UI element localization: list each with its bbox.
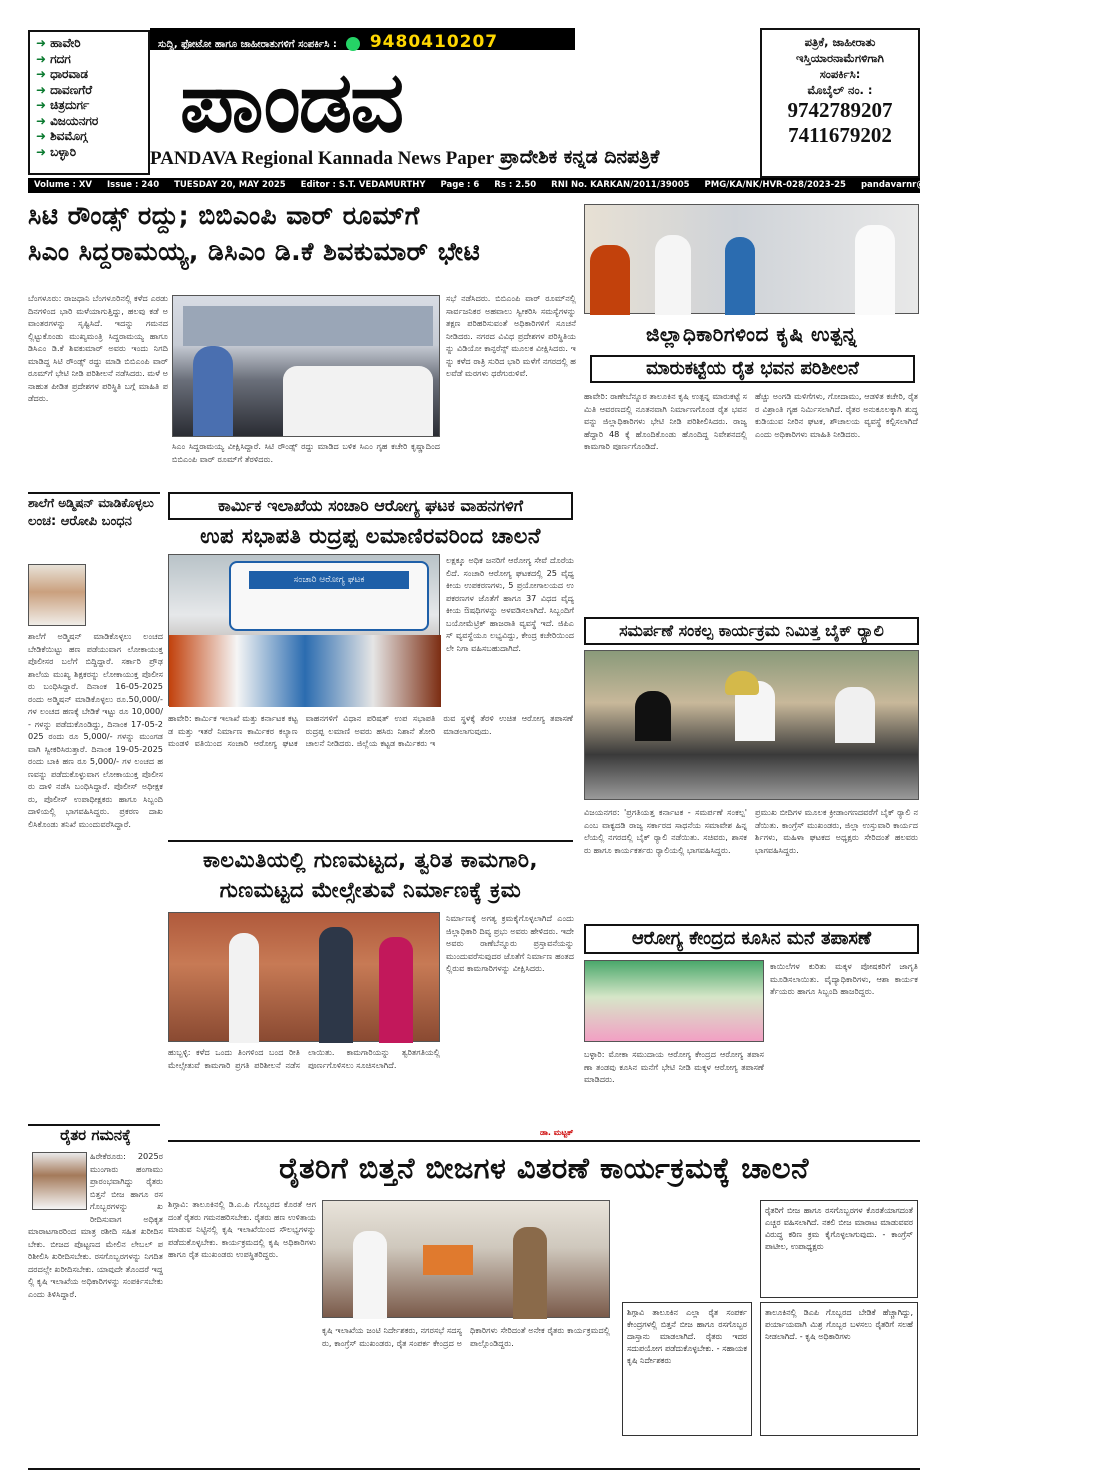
ad-line: ಇಸ್ತಿಯಾರನಾಮೆಗಳಿಗಾಗಿ [796,51,884,65]
info-bar [28,178,1095,193]
quote-box-3: ತಾಲೂಕಿನಲ್ಲಿ ಡಿಎಪಿ ಗೊಬ್ಬರದ ಬೇಡಿಕೆ ಹೆಚ್ಚಾಗಿದ್ದು, ಪರ್ಯಾಯವಾಗಿ ಮಿಶ್ರ ಗೊಬ್ಬರ ಬಳಸಲು ರೈತರಿಗೆ ಸಲಹೆ ನೀಡಲಾಗಿದೆ. - ಕೃಷಿ ಅಧಿಕಾರಿಗಳು [760,1302,918,1436]
quality-headline-2: ಗುಣಮಟ್ಟದ ಮೇಲ್ಸೇತುವೆ ನಿರ್ಮಾಣಕ್ಕೆ ಕ್ರಮ [219,878,522,902]
seeds-text-col2: ಕೃಷಿ ಇಲಾಖೆಯ ಜಂಟಿ ನಿರ್ದೇಶಕರು, ನಗರಸಭೆ ಸದಸ್ಯರು, ಕಾಂಗ್ರೆಸ್ ಮುಖಂಡರು, ರೈತ ಸಂಪರ್ಕ ಕೇಂದ್ರದ ಅಧಿಕಾರಿಗಳು ಸೇರಿದಂತೆ ಅನೇಕ ರೈತರು ಕಾರ್ಯಕ್ರಮದಲ್ಲಿ ಪಾಲ್ಗೊಂಡಿದ್ದರು. [322,1325,610,1348]
quote-box-1: ರೈತರಿಗೆ ಬೀಜ ಹಾಗೂ ರಸಗೊಬ್ಬರಗಳ ಕೊರತೆಯಾಗದಂತೆ ಎಚ್ಚರ ವಹಿಸಲಾಗಿದೆ. ನಕಲಿ ಬೀಜ ಮಾರಾಟ ಮಾಡುವವರ ವಿರುದ್ಧ ಕಠಿಣ ಕ್ರಮ ಕೈಗೊಳ್ಳಲಾಗುವುದು. - ಕಾಂಗ್ರೆಸ್ ಪಾಟೀಲ, ಉಪಾಧ್ಯಕ್ಷರು [760,1200,918,1298]
district-item: ➜ ವಿಜಯನಗರ [36,113,99,128]
bike-rally-photo [584,650,919,800]
farmers-notice-text: ಹಿರೇಕೆರೂರು: 2025ರ ಮುಂಗಾರು ಹಂಗಾಮು ಪ್ರಾರಂಭವಾಗಿದ್ದು ರೈತರು ಬಿತ್ತನೆ ಬೀಜ ಹಾಗೂ ರಸಗೊಬ್ಬರಗಳನ್ನು ಖರೀದಿಸುವಾಗ ಅಧಿಕೃತ ಮಾರಾಟಗಾರರಿಂದ ಮಾತ್ರ ರಶೀದಿ ಸಹಿತ ಖರೀದಿಸಬೇಕು. ಬೀಜದ ಪೊಟ್ಟಣದ ಮೇಲಿನ ಲೇಬಲ್ ಪರಿಶೀಲಿಸಿ ಖರೀದಿಸಬೇಕು. ರಸಗೊಬ್ಬರಗಳನ್ನು ನಿಗದಿತ ದರದಲ್ಲೇ ಖರೀದಿಸಬೇಕು. ಯಾವುದೇ ತೊಂದರೆ ಇದ್ದಲ್ಲಿ ಕೃಷಿ ಇಲಾಖೆಯ ಅಧಿಕಾರಿಗಳನ್ನು ಸಂಪರ್ಕಿಸಬೇಕು ಎಂದು ತಿಳಿಸಿದ್ದಾರೆ. [28,1151,163,1299]
district-list [28,30,150,175]
teacher-headline-1: ಶಾಲೆಗೆ ಅಡ್ಮಿಷನ್ ಮಾಡಿಕೊಳ್ಳಲು [28,496,154,510]
ad-line: ಪತ್ರಿಕೆ, ಜಾಹೀರಾತು [804,35,876,49]
ambulance-text-col2: ಹಾವೇರಿ: ಕಾರ್ಮಿಕ ಇಲಾಖೆ ಮತ್ತು ಕರ್ನಾಟಕ ಕಟ್ಟಡ ಮತ್ತು ಇತರೆ ನಿರ್ಮಾಣ ಕಾರ್ಮಿಕರ ಕಲ್ಯಾಣ ಮಂಡಳಿ ವತಿಯಿಂದ ಸಂಚಾರಿ ಆರೋಗ್ಯ ಘಟಕ ವಾಹನಗಳಿಗೆ ವಿಧಾನ ಪರಿಷತ್ ಉಪ ಸಭಾಪತಿ ರುದ್ರಪ್ಪ ಲಮಾಣಿ ಅವರು ಹಸಿರು ನಿಶಾನೆ ತೋರಿ ಚಾಲನೆ ನೀಡಿದರು. ಜಿಲ್ಲೆಯ ಕಟ್ಟಡ ಕಾರ್ಮಿಕರು ಇರುವ ಸ್ಥಳಕ್ಕೆ ತೆರಳಿ ಉಚಿತ ಆರೋಗ್ಯ ತಪಾಸಣೆ ಮಾಡಲಾಗುವುದು. [168,713,573,748]
health-text-col1: ಬಳ್ಳಾರಿ: ಮೋಕಾ ಸಮುದಾಯ ಆರೋಗ್ಯ ಕೇಂದ್ರದ ಆರೋಗ್ಯ ತಪಾಸಣಾ ತಂಡವು ಕೂಸಿನ ಮನೆಗೆ ಭೇಟಿ ನೀಡಿ ಮಕ್ಕಳ ಆರೋಗ್ಯ ತಪಾಸಣೆ ಮಾಡಿದರು. [584,1049,764,1084]
district-item: ➜ ಶಿವಮೊಗ್ಗ [36,129,88,143]
agri-headline-2: ಮಾರುಕಟ್ಟೆಯ ರೈತ ಭವನ ಪರಿಶೀಲನೆ [590,355,915,383]
email: pandavarnr@gmail.com [860,180,975,190]
quote-box-2: ಶಿಗ್ಗಾವಿ ತಾಲೂಕಿನ ಎಲ್ಲಾ ರೈತ ಸಂಪರ್ಕ ಕೇಂದ್ರಗಳಲ್ಲಿ ಬಿತ್ತನೆ ಬೀಜ ಹಾಗೂ ರಸಗೊಬ್ಬರ ದಾಸ್ತಾನು ಮಾಡಲಾಗಿದೆ. ರೈತರು ಇದರ ಸದುಪಯೋಗ ಪಡೆದುಕೊಳ್ಳಬೇಕು. - ಸಹಾಯಕ ಕೃಷಿ ನಿರ್ದೇಶಕರು [622,1302,752,1436]
agri-text-col1: ಹಾವೇರಿ: ರಾಣೇಬೆನ್ನೂರ ತಾಲೂಕಿನ ಕೃಷಿ ಉತ್ಪನ್ನ ಮಾರುಕಟ್ಟೆ ಸಮಿತಿ ಆವರಣದಲ್ಲಿ ನೂತನವಾಗಿ ನಿರ್ಮಾಣಗೊಂಡ ರೈತ ಭವನವನ್ನು ಜಿಲ್ಲಾಧಿಕಾರಿಗಳು ಭೇಟಿ ನೀಡಿ ಪರಿಶೀಲಿಸಿದರು. ರಾಜ್ಯ ಹೆದ್ದಾರಿ 48 ಕ್ಕೆ ಹೊಂದಿಕೊಂಡು ಹೊಂದಿದ್ದ ನಿವೇಶನದಲ್ಲಿ ಕಾಮಗಾರಿ ಪೂರ್ಣಗೊಂಡಿದೆ. [584,391,747,451]
ad-line: ಮೊಬೈಲ್ ನಂ. : [807,83,873,97]
rni-number: RNI No. KARKAN/2011/39005 [551,180,690,190]
whatsapp-icon [346,37,360,51]
lead-photo [172,295,440,437]
quality-photo [168,912,440,1042]
district-item: ➜ ಬಳ್ಳಾರಿ [36,144,77,159]
photo-credit: ಡಾ. ಮಟ್ಟಕ್ [540,1128,574,1137]
ad-phone: 7411679202 [788,123,892,147]
seeds-text-col1: ಶಿಗ್ಗಾವಿ: ತಾಲೂಕಿನಲ್ಲಿ ಡಿ.ಎ.ಪಿ ಗೊಬ್ಬರದ ಕೊರತೆ ಆಗದಂತೆ ರೈತರು ಗಮನಹರಿಸಬೇಕು. ರೈತರು ಹಣ ಉಳಿತಾಯ ಮಾಡುವ ನಿಟ್ಟಿನಲ್ಲಿ ಕೃಷಿ ಇಲಾಖೆಯಿಂದ ಸೌಲಭ್ಯಗಳನ್ನು ಪಡೆದುಕೊಳ್ಳಬೇಕು. ಕಾರ್ಯಕ್ರಮದಲ್ಲಿ ಕೃಷಿ ಅಧಿಕಾರಿಗಳು ಹಾಗೂ ರೈತ ಮುಖಂಡರು ಉಪಸ್ಥಿತರಿದ್ದರು. [168,1199,316,1259]
bottom-rule [28,1468,920,1470]
lead-text-col2: ಸಭೆ ನಡೆಸಿದರು. ಬಿಬಿಎಂಪಿ ವಾರ್ ರೂಮ್‌ನಲ್ಲಿ ಸಾರ್ವಜನಿಕರ ಅಹವಾಲು ಸ್ವೀಕರಿಸಿ ಸಮಸ್ಯೆಗಳನ್ನು ತಕ್ಷಣ ಪರಿಹರಿಸುವಂತೆ ಅಧಿಕಾರಿಗಳಿಗೆ ಸೂಚನೆ ನೀಡಿದರು. ನಗರದ ವಿವಿಧ ಪ್ರದೇಶಗಳ ಪರಿಸ್ಥಿತಿಯನ್ನು ವಿಡಿಯೋ ಕಾನ್ಫರೆನ್ಸ್ ಮೂಲಕ ವೀಕ್ಷಿಸಿದರು. ಇನ್ನು ಕಳೆದ ರಾತ್ರಿ ಸುರಿದ ಭಾರಿ ಮಳೆಗೆ ನಗರದಲ್ಲಿ ಹಲವೆಡೆ ಮರಗಳು ಧರೆಗುರುಳಿವೆ. [446,293,576,378]
agri-headline-1: ಜಿಲ್ಲಾಧಿಕಾರಿಗಳಿಂದ ಕೃಷಿ ಉತ್ಪನ್ನ [645,322,857,346]
district-item: ➜ ಗದಗ [36,51,71,66]
issue: Issue : 240 [106,180,160,190]
contact-phone: 9480410207 [369,32,499,52]
district-item: ➜ ಧಾರವಾಡ [36,67,88,81]
ambulance-photo [168,554,440,706]
seeds-headline: ರೈತರಿಗೆ ಬಿತ್ತನೆ ಬೀಜಗಳ ವಿತರಣೆ ಕಾರ್ಯಕ್ರಮಕ್ಕೆ ಚಾಲನೆ [279,1151,809,1185]
ambulance-headline-1: ಕಾರ್ಮಿಕ ಇಲಾಖೆಯ ಸಂಚಾರಿ ಆರೋಗ್ಯ ಘಟಕ ವಾಹನಗಳಿಗೆ [168,492,573,520]
farmers-notice-headline: ರೈತರ ಗಮನಕ್ಕೆ [60,1126,131,1144]
quality-headline-1: ಕಾಲಮಿತಿಯಲ್ಲಿ ಗುಣಮಟ್ಟದ, ತ್ವರಿತ ಕಾಮಗಾರಿ, [203,848,538,872]
contact-bar [150,28,575,50]
teacher-text: ಶಾಲೆಗೆ ಅಡ್ಮಿಷನ್ ಮಾಡಿಕೊಳ್ಳಲು ಲಂಚದ ಬೇಡಿಕೆಯಿಟ್ಟು ಹಣ ಪಡೆಯುವಾಗ ಲೋಕಾಯುಕ್ತ ಪೊಲೀಸರ ಬಲೆಗೆ ಬಿದ್ದಿದ್ದಾರೆ. ಸರ್ಕಾರಿ ಪ್ರೌಢ ಶಾಲೆಯ ಮುಖ್ಯ ಶಿಕ್ಷಕರನ್ನು ಲೋಕಾಯುಕ್ತ ಪೊಲೀಸರು ಬಂಧಿಸಿದ್ದಾರೆ. ದಿನಾಂಕ 16-05-2025 ರಂದು ಅಡ್ಮಿಷನ್ ಮಾಡಿಕೊಳ್ಳಲು ರೂ.50,000/- ಗಳ ಲಂಚದ ಹಣಕ್ಕೆ ಬೇಡಿಕೆ ಇಟ್ಟು ರೂ 10,000/- ಗಳನ್ನು ಪಡೆದುಕೊಂಡಿದ್ದು, ದಿನಾಂಕ 17-05-2025 ರಂದು ರೂ 5,000/- ಗಳನ್ನು ಮುಂಗಡವಾಗಿ ಸ್ವೀಕರಿಸಿರುತ್ತಾರೆ. ದಿನಾಂಕ 19-05-2025 ರಂದು ಬಾಕಿ ಹಣ ರೂ 5,000/- ಗಳ ಲಂಚದ ಹಣವನ್ನು ಪಡೆದುಕೊಳ್ಳುವಾಗ ಲೋಕಾಯುಕ್ತ ಪೊಲೀಸರು ದಾಳಿ ನಡೆಸಿ ಬಂಧಿಸಿದ್ದಾರೆ. ಪೊಲೀಸ್ ಅಧೀಕ್ಷಕರು, ಪೊಲೀಸ್ ಉಪಾಧೀಕ್ಷಕರು ಹಾಗೂ ಸಿಬ್ಬಂದಿ ದಾಳಿಯಲ್ಲಿ ಭಾಗವಹಿಸಿದ್ದರು. ಪ್ರಕರಣ ದಾಖಲಿಸಿಕೊಂಡು ತನಿಖೆ ಮುಂದುವರೆಸಿದ್ದಾರೆ. [28,631,163,829]
agri-text-col2: ಹೆಚ್ಚು ಅಂಗಡಿ ಮಳಿಗೆಗಳು, ಗೋದಾಮು, ಆಡಳಿತ ಕಚೇರಿ, ರೈತರ ವಿಶ್ರಾಂತಿ ಗೃಹ ನಿರ್ಮಿಸಲಾಗಿದೆ. ರೈತರ ಅನುಕೂಲಕ್ಕಾಗಿ ಶುದ್ಧ ಕುಡಿಯುವ ನೀರಿನ ಘಟಕ, ಶೌಚಾಲಯ ವ್ಯವಸ್ಥೆ ಕಲ್ಪಿಸಲಾಗಿದೆ ಎಂದು ಅಧಿಕಾರಿಗಳು ಮಾಹಿತಿ ನೀಡಿದರು. [755,391,918,439]
mobile: Mob No.: 9742789207 [989,180,1095,190]
health-headline: ಆರೋಗ್ಯ ಕೇಂದ್ರದ ಕೂಸಿನ ಮನೆ ತಪಾಸಣೆ [584,924,919,954]
price: Rs : 2.50 [494,180,537,190]
subtitle-kannada: ಪ್ರಾದೇಶಿಕ ಕನ್ನಡ ದಿನಪತ್ರಿಕೆ [500,146,660,168]
agri-photo [584,204,919,314]
seeds-text-col3 [622,1200,754,1298]
page-number: Page : 6 [440,180,480,190]
teacher-headline-2: ಲಂಚ: ಆರೋಪಿ ಬಂಧನ [28,514,132,529]
newspaper-logo: ಪಾಂಡವ [180,53,403,151]
health-text-col2: ಕಾಯಿಲೆಗಳ ಕುರಿತು ಮಕ್ಕಳ ಪೋಷಕರಿಗೆ ಜಾಗೃತಿ ಮೂಡಿಸಲಾಯಿತು. ವೈದ್ಯಾಧಿಕಾರಿಗಳು, ಆಶಾ ಕಾರ್ಯಕರ್ತೆಯರು ಹಾಗೂ ಸಿಬ್ಬಂದಿ ಹಾಜರಿದ್ದರು. [770,961,918,996]
district-item: ➜ ಹಾವೇರಿ [36,36,81,50]
bike-rally-text-col1: ವಿಜಯನಗರ: 'ಪ್ರಗತಿಯತ್ತ ಕರ್ನಾಟಕ - ಸಮರ್ಪಣೆ ಸಂಕಲ್ಪ' ಎಂಬ ವಾಕ್ಯದಡಿ ರಾಜ್ಯ ಸರ್ಕಾರದ ಸಾಧನೆಯ ಸಮಾವೇಶ ಹಿನ್ನಲೆಯಲ್ಲಿ ನಗರದಲ್ಲಿ ಬೈಕ್ ರ‍್ಯಾಲಿ ನಡೆಯಿತು. ಸಚಿವರು, ಶಾಸಕರು ಹಾಗೂ ಕಾರ್ಯಕರ್ತರು ರ‍್ಯಾಲಿಯಲ್ಲಿ ಭಾಗವಹಿಸಿದ್ದರು. [584,807,747,855]
divider [28,492,160,494]
contact-text: ಸುದ್ದಿ, ಫೋಟೋ ಹಾಗೂ ಜಾಹೀರಾತುಗಳಿಗೆ ಸಂಪರ್ಕಿಸಿ : [158,39,337,50]
seeds-photo [322,1200,610,1318]
bike-rally-text-col2: ಪ್ರಮುಖ ಬೀದಿಗಳ ಮೂಲಕ ಕ್ರೀಡಾಂಗಣದವರೆಗೆ ಬೈಕ್ ರ‍್ಯಾಲಿ ನಡೆಯಿತು. ಕಾಂಗ್ರೆಸ್ ಮುಖಂಡರು, ಜಿಲ್ಲಾ ಉಸ್ತುವಾರಿ ಕಾರ್ಯದರ್ಶಿಗಳು, ಮಹಿಳಾ ಘಟಕದ ಅಧ್ಯಕ್ಷರು ಸೇರಿದಂತೆ ಹಲವರು ಭಾಗವಹಿಸಿದ್ದರು. [755,807,918,855]
quality-text-col1: ನಿರ್ಮಾಣಕ್ಕೆ ಅಗತ್ಯ ಕ್ರಮಕೈಗೊಳ್ಳಲಾಗಿದೆ ಎಂದು ಜಿಲ್ಲಾಧಿಕಾರಿ ದಿವ್ಯ ಪ್ರಭು ಅವರು ಹೇಳಿದರು. ಇದೇ ಅವರು ರಾಣೆಬೆನ್ನೂರು ಪ್ರಸ್ತಾವನೆಯನ್ನು ಮುಂದುವರೆಸುವುದರ ಜೊತೆಗೆ ನಿರ್ಮಾಣ ಹಂತದಲ್ಲಿರುವ ಕಾಮಗಾರಿಗಳನ್ನು ವೀಕ್ಷಿಸಿದರು. [446,913,574,973]
ambulance-headline-2: ಉಪ ಸಭಾಪತಿ ರುದ್ರಪ್ಪ ಲಮಾಣಿರವರಿಂದ ಚಾಲನೆ [200,524,541,548]
ad-phone: 9742789207 [787,98,893,122]
ambulance-text-col1: ಲಕ್ಷಕ್ಕೂ ಅಧಿಕ ಜನರಿಗೆ ಆರೋಗ್ಯ ಸೇವೆ ದೊರೆಯಲಿದೆ. ಸಂಚಾರಿ ಆರೋಗ್ಯ ಘಟಕದಲ್ಲಿ 25 ವೈಧ್ಯಕೀಯ ಉಪಕರಣಗಳು, 5 ಪ್ರಯೋಗಾಲಯದ ಉಪಕರಣಗಳ ಜೊತೆಗೆ ಹಾಗೂ 37 ವಿಧದ ವೈದ್ಯಕೀಯ ಔಷಧಿಗಳನ್ನು ಅಳವಡಿಸಲಾಗಿದೆ. ಸಿಬ್ಬಂದಿಗೆ ಬಯೋಮೆಟ್ರಿಕ್ ಹಾಜರಾತಿ ವ್ಯವಸ್ಥೆ ಇದೆ. ಜಿಪಿಎಸ್ ವ್ಯವಸ್ಥೆಯೂ ಲಭ್ಯವಿದ್ದು, ಕೇಂದ್ರ ಕಚೇರಿಯಿಂದಲೇ ನಿಗಾ ವಹಿಸಬಹುದಾಗಿದೆ. [446,555,574,653]
pmg-number: PMG/KA/NK/HVR-028/2023-25 [704,180,846,190]
advertisement-contact-box [760,28,920,178]
district-item: ➜ ದಾವಣಗೆರೆ [36,82,93,97]
divider [168,840,573,842]
volume: Volume : XV [34,180,92,190]
ad-line: ಸಂಪರ್ಕಿಸಿ: [819,67,861,81]
lead-headline-1: ಸಿಟಿ ರೌಂಡ್ಸ್ ರದ್ದು; ಬಿಬಿಎಂಪಿ ವಾರ್ ರೂಮ್‌ಗೆ [28,201,420,230]
quality-text-col2: ಹುಬ್ಬಳ್ಳಿ: ಕಳೆದ ಒಂದು ತಿಂಗಳಿಂದ ಬಂದ ರೀತಿ ಮೇಲ್ಸೇತುವೆ ಕಾಮಗಾರಿ ಪ್ರಗತಿ ಪರಿಶೀಲನೆ ನಡೆಸಲಾಯಿತು. ಕಾಮಗಾರಿಯನ್ನು ತ್ವರಿತಗತಿಯಲ್ಲಿ ಪೂರ್ಣಗೊಳಿಸಲು ಸೂಚಿಸಲಾಗಿದೆ. [168,1047,440,1070]
divider [168,1140,920,1142]
lead-caption: ಸಿಎಂ ಸಿದ್ದರಾಮಯ್ಯ ವೀಕ್ಷಿಸಿದ್ದಾರೆ. ಸಿಟಿ ರೌಂಡ್ಸ್ ರದ್ದು ಮಾಡಿದ ಬಳಿಕ ಸಿಎಂ ಗೃಹ ಕಚೇರಿ ಕೃಷ್ಣಾದಿಂದ ಬಿಬಿಎಂಪಿ ವಾರ್ ರೂಮ್‌ಗೆ ತೆರಳಿದರು. [172,441,440,464]
subtitle-english: PANDAVA Regional Kannada News Paper [150,148,495,169]
editor: Editor : S.T. VEDAMURTHY [300,180,426,190]
lead-text-col1: ಬೆಂಗಳೂರು: ರಾಜಧಾನಿ ಬೆಂಗಳೂರಿನಲ್ಲಿ ಕಳೆದ ಎರಡು ದಿನಗಳಿಂದ ಭಾರಿ ಮಳೆಯಾಗುತ್ತಿದ್ದು, ಹಲವು ಕಡೆ ಅವಾಂತರಗಳನ್ನು ಸೃಷ್ಟಿಸಿದೆ. ಇದನ್ನು ಗಮನದಲ್ಲಿಟ್ಟುಕೊಂಡು ಮುಖ್ಯಮಂತ್ರಿ ಸಿದ್ದರಾಮಯ್ಯ ಹಾಗೂ ಡಿಸಿಎಂ ಡಿ.ಕೆ ಶಿವಕುಮಾರ್ ಅವರು ಇಂದು ನಿಗದಿ ಮಾಡಿದ್ದ ಸಿಟಿ ರೌಂಡ್ಸ್ ರದ್ದು ಮಾಡಿ ಬಿಬಿಎಂಪಿ ವಾರ್ ರೂಮ್‌ಗೆ ಭೇಟಿ ನೀಡಿ ಪರಿಶೀಲನೆ ನಡೆಸಿದರು. ಮಳೆ ಅನಾಹುತ ಪೀಡಿತ ಪ್ರದೇಶಗಳ ಪರಿಸ್ಥಿತಿ ಬಗ್ಗೆ ಮಾಹಿತಿ ಪಡೆದರು. [28,293,168,403]
vehicle-label: ಸಂಚಾರಿ ಆರೋಗ್ಯ ಘಟಕ [249,571,409,589]
health-photo-1 [584,960,764,1042]
district-item: ➜ ಚಿತ್ರದುರ್ಗ [36,98,90,112]
bike-rally-headline: ಸಮರ್ಪಣೆ ಸಂಕಲ್ಪ ಕಾರ್ಯಕ್ರಮ ನಿಮಿತ್ತ ಬೈಕ್ ರ‍್ಯಾಲಿ [584,617,919,645]
lead-headline-2: ಸಿಎಂ ಸಿದ್ದರಾಮಯ್ಯ, ಡಿಸಿಎಂ ಡಿ.ಕೆ ಶಿವಕುಮಾರ್ ಭೇಟಿ [28,237,481,266]
date: TUESDAY 20, MAY 2025 [174,180,286,190]
